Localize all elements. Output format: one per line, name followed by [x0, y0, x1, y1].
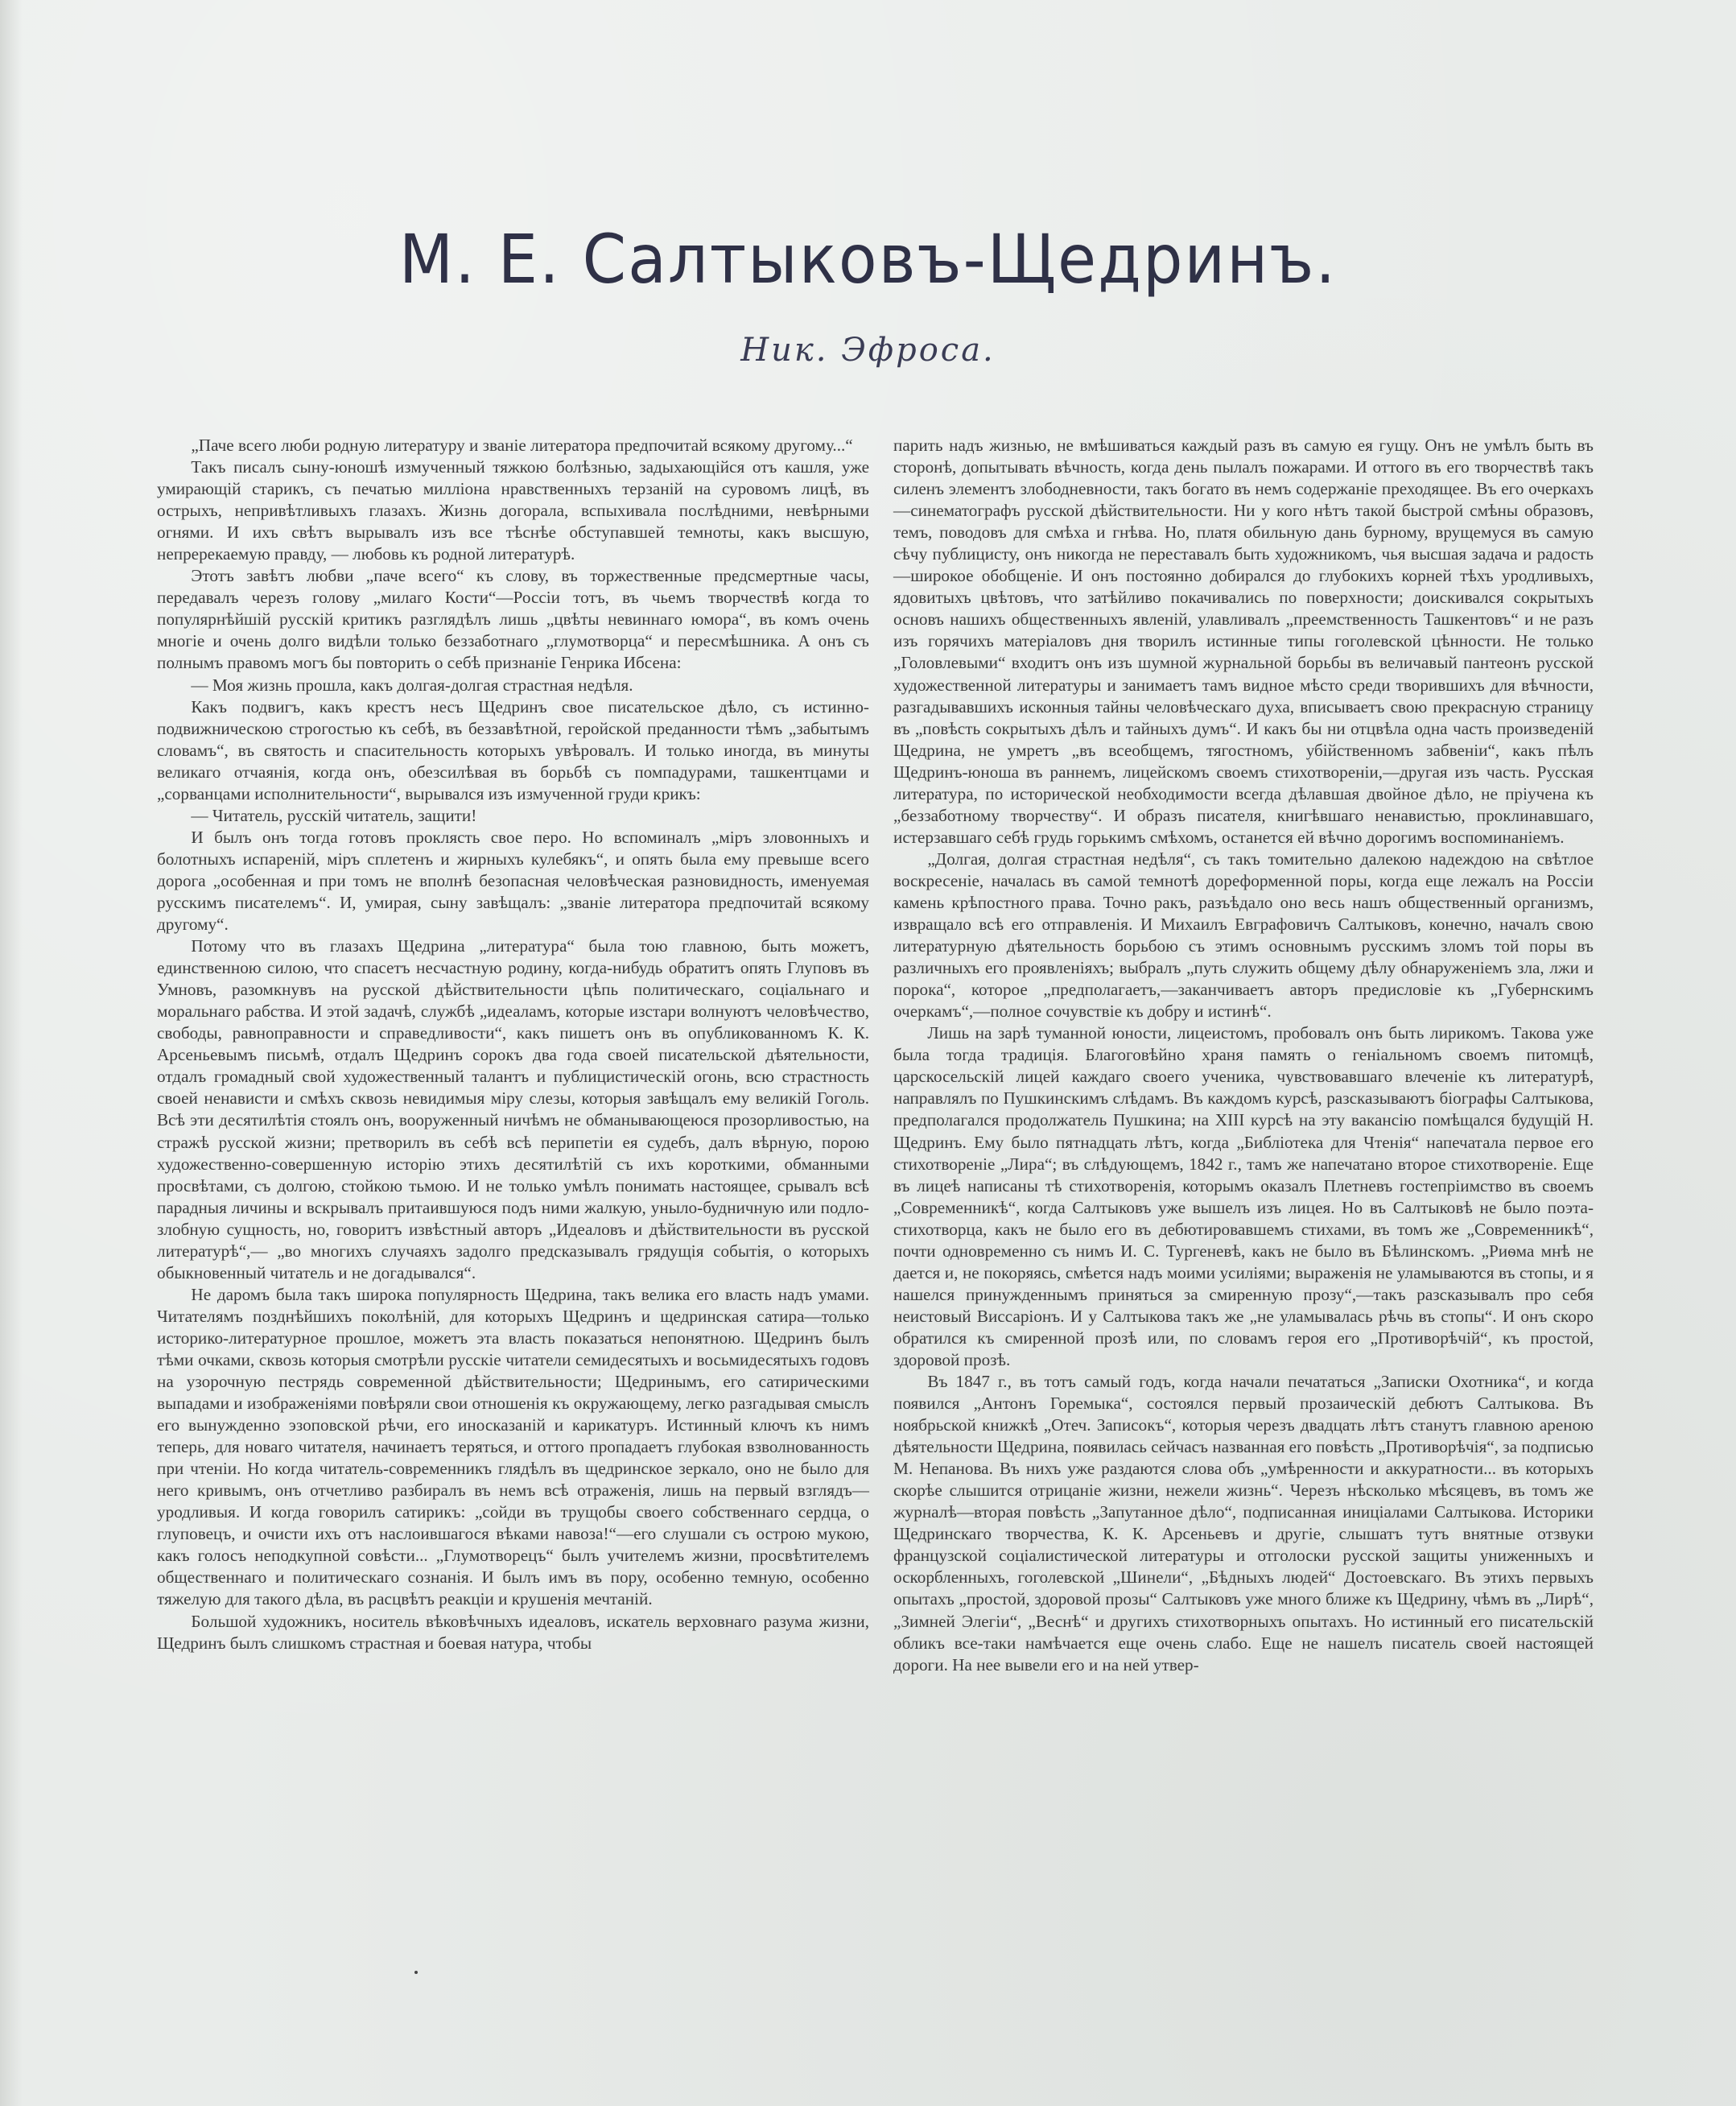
article-title: М. Е. Салтыковъ-Щедринъ. — [398, 221, 1338, 299]
body-paragraph: Не даромъ была такъ широка популярность Щедрина, такъ велика его власть надъ умами. Читателямъ позднѣйшихъ поколѣній, для которыхъ Щедринъ и щедринская сатира—только историко-литературное прошлое, можетъ эта власть показаться непонятною. Щедринъ былъ тѣми очками, сквозь которыя смотрѣли русскіе читатели семидесятыхъ и восьмидесятыхъ годовъ на узорочную пестрядь современной дѣйствительности; Щедринымъ, его сатирическими выпадами и изображеніями повѣряли свои отношенія къ окружающему, легко разгадывая смыслъ его вынужденно эзоповской рѣчи, его иносказаній и карикатуръ. Истинный ключъ къ нимъ теперь, для новаго читателя, начинаетъ теряться, и оттого пропадаетъ глубокая взволнованность при чтеніи. Но когда читатель-современникъ глядѣлъ въ щедринское зеркало, оно не было для него кривымъ, онъ отчетливо разбиралъ въ немъ всѣ отраженія, лишь на первый взглядъ—уродливыя. И когда говорилъ сатирикъ: „сойди въ трущобы своего собственнаго сердца, о глуповецъ, и очисти ихъ отъ наслоившагося вѣками навоза!“—его слушали съ острою мукою, какъ голосъ неподкупной совѣсти... „Глумотворецъ“ былъ учителемъ жизни, просвѣтителемъ общественнаго и политическаго сознанія. И былъ имъ въ пору, особенно темную, особенно тяжелую для такого дѣла, въ расцвѣтъ реакціи и крушенія мечтаній. — [157, 1284, 869, 1609]
body-paragraph: Какъ подвигъ, какъ крестъ несъ Щедринъ свое писательское дѣло, съ истинно-подвижническою строгостью къ себѣ, въ беззавѣтной, геройской преданности тѣмъ „забытымъ словамъ“, въ святость и спасительность которыхъ увѣровалъ. И только иногда, въ минуты великаго отчаянія, когда онъ, обезсилѣвая въ борьбѣ съ помпадурами, ташкентцами и „сорванцами исполнительности“, вырывался изъ измученной груди крикъ: — [157, 696, 869, 803]
body-paragraph: Большой художникъ, носитель вѣковѣчныхъ идеаловъ, искатель верховнаго разума жизни, Щедринъ былъ слишкомъ страстная и боевая натура, чтобы — [157, 1611, 869, 1653]
right-column — [893, 435, 1594, 1676]
epigraph-paragraph: „Паче всего люби родную литературу и званіе литератора предпочитай всякому другому...“ — [191, 436, 853, 455]
print-speck — [414, 1971, 418, 1974]
body-paragraph: Въ 1847 г., въ тотъ самый годъ, когда начали печататься „Записки Охотника“, и когда появился „Антонъ Горемыка“, состоялся первый прозаическій дебютъ Салтыкова. Въ ноябрьской книжкѣ „Отеч. Записокъ“, которыя черезъ двадцать лѣтъ станутъ главною ареною дѣятельности Щедрина, появилась сейчасъ названная его повѣсть „Противорѣчія“, за подписью М. Непанова. Въ нихъ уже раздаются слова объ „умѣренности и аккуратности... въ которыхъ скорѣе слышится отрицаніе жизни, нежели жизнь“. Черезъ нѣсколько мѣсяцевъ, въ томъ же журналѣ—вторая повѣсть „Запутанное дѣло“, подписанная иниціалами Салтыкова. Историки Щедринскаго творчества, К. К. Арсеньевъ и другіе, слышатъ тутъ внятные отзвуки французской соціалистической литературы и отголоски русской защиты униженныхъ и оскорбленныхъ, гоголевской „Шинели“, „Бѣдныхъ людей“ Достоевскаго. Въ этихъ первыхъ опытахъ „простой, здоровой прозы“ Салтыковъ уже много ближе къ Щедрину, чѣмъ въ „Лирѣ“, „Зимней Элегіи“, „Веснѣ“ и другихъ стихотворныхъ опытахъ. Но истинный его писательскій обликъ все-таки намѣчается еще очень слабо. Еще не нашелъ писатель своей настоящей дороги. На нее вывели его и на ней утвер- — [893, 1372, 1594, 1674]
body-paragraph: Такъ писалъ сыну-юношѣ измученный тяжкою болѣзнью, задыхающійся отъ кашля, уже умирающій старикъ, съ печатью милліона нравственныхъ терзаній на суровомъ лицѣ, въ острыхъ, непривѣтливыхъ глазахъ. Жизнь догорала, вспыхивала послѣдними, невѣрными огнями. И ихъ свѣтъ вырывалъ изъ все тѣснѣе обступавшей темноты, какъ высшую, непререкаемую правду, — любовь къ родной литературѣ. — [157, 457, 869, 564]
body-paragraph: Потому что въ глазахъ Щедрина „литература“ была тою главною, быть можетъ, единственною силою, что спасетъ несчастную родину, когда-нибудь обратитъ опять Глуповъ въ Умновъ, разомкнувъ на русской дѣйствительности цѣпь политическаго, соціальнаго и моральнаго рабства. И этой задачѣ, службѣ „идеаламъ, которые изстари волнуютъ человѣчество, свободы, равноправности и справедливости“, какъ пишетъ онъ въ опубликованномъ К. К. Арсеньевымъ письмѣ, отдалъ Щедринъ сорокъ два года своей писательской дѣятельности, отдалъ громадный свой художественный талантъ и публицистическій огонь, всю страстность своей ненависти и смѣхъ сквозь невидимыя міру слезы, которыя завѣщалъ ему великій Гоголь. Всѣ эти десятилѣтія стоялъ онъ, вооруженный ничѣмъ не обманывающеюся прозорливостью, на стражѣ русской жизни; претворилъ въ себѣ всѣ перипетіи ея судебъ, далъ вѣрную, порою художественно-совершенную исторію этихъ десятилѣтій съ ихъ короткими, обманными просвѣтами, съ долгою, стойкою тьмою. И не только умѣлъ понимать настоящее, срывалъ всѣ парадныя личины и вскрывалъ притаившуюся подъ ними жалкую, уныло-будничную или подло-злобную сущность, но, говоритъ извѣстный авторъ „Идеаловъ и дѣйствительности въ русской литературѣ“,— „во многихъ случаяхъ задолго предсказывалъ грядущія событія, о которыхъ обыкновенный читатель и не догадывался“. — [157, 936, 869, 1282]
page-edge-shadow — [0, 0, 23, 2106]
body-paragraph: „Долгая, долгая страстная недѣля“, съ такъ томительно далекою надеждою на свѣтлое воскресеніе, началась въ самой темнотѣ дореформенной поры, когда еще лежалъ на Россіи камень крѣпостного права. Точно ракъ, разъѣдало оно весь нашъ общественный организмъ, извращало всѣ его отправленія. И Михаилъ Евграфовичъ Салтыковъ, конечно, началъ свою литературную дѣятельность борьбою съ этимъ основнымъ русскимъ зломъ той поры въ различныхъ его проявленіяхъ; выбралъ „путь служить общему дѣлу обнаруженіемъ зла, лжи и порока“, которое „предполагаетъ,—заканчиваетъ авторъ предисловіе къ „Губернскимъ очеркамъ“,—полное сочувствіе къ добру и истинѣ“. — [893, 849, 1594, 1022]
quote-paragraph: — Читатель, русскій читатель, защити! — [191, 805, 477, 825]
body-paragraph: Этотъ завѣтъ любви „паче всего“ къ слову, въ торжественные предсмертные часы, передавалъ черезъ голову „милаго Кости“—Россіи тотъ, въ чьемъ творчествѣ когда то популярнѣйшій русскій критикъ разглядѣлъ лишь „цвѣты невиннаго юмора“, въ комъ очень многіе и очень долго видѣли только беззаботнаго „глумотворца“ и пересмѣшника. А онъ съ полнымъ правомъ могъ бы повторить о себѣ признаніе Генрика Ибсена: — [157, 566, 869, 673]
article-author: Ник. Эфроса. — [740, 332, 996, 369]
quote-paragraph: — Моя жизнь прошла, какъ долгая-долгая страстная недѣля. — [191, 675, 633, 695]
body-paragraph: Лишь на зарѣ туманной юности, лицеистомъ, пробовалъ онъ быть лирикомъ. Такова уже была тогда традиція. Благоговѣйно храня память о геніальномъ своемъ питомцѣ, царскосельскій лицей каждаго своего ученика, чувствовавшаго влеченіе къ литературѣ, направлялъ по Пушкинскимъ слѣдамъ. Въ каждомъ курсѣ, разсказываютъ біографы Салтыкова, предполагался продолжатель Пушкина; на XIII курсѣ на эту вакансію помѣщался будущій Н. Щедринъ. Ему было пятнадцать лѣтъ, когда „Библіотека для Чтенія“ напечатала первое его стихотвореніе „Лира“; въ слѣдующемъ, 1842 г., тамъ же напечатано второе стихотвореніе. Еще въ лицеѣ написаны тѣ стихотворенія, которымъ оказалъ Плетневъ гостепріимство въ своемъ „Современникѣ“, когда Салтыковъ уже вышелъ изъ лицея. Но въ Салтыковѣ не было поэта-стихотворца, какъ не было его въ дебютировавшемъ стихами, въ томъ же „Современникѣ“, почти одновременно съ нимъ И. С. Тургеневѣ, какъ не было въ Бѣлинскомъ. „Риѳма мнѣ не дается и, не покоряясь, смѣется надъ моими усиліями; выраженія не уламываются въ стопы, и я нашелся принужденнымъ приняться за смиренную прозу“,—такъ разсказывалъ про себя неистовый Виссаріонъ. И у Салтыкова такъ же „не уламывалась рѣчь въ стопы“. И онъ скоро обратился къ смиренной прозѣ или, по словамъ героя его „Противорѣчій“, къ простой, здоровой прозѣ. — [893, 1023, 1594, 1369]
body-paragraph: И былъ онъ тогда готовъ проклясть свое перо. Но вспоминалъ „міръ зловонныхъ и болотныхъ испареній, міръ сплетенъ и жирныхъ кулебякъ“, и опять была ему превыше всего дорога „особенная и при томъ не вполнѣ безопасная человѣческая разновидность, именуемая русскимъ писателемъ“. И, умирая, сыну завѣщалъ: „званіе литератора предпочитай всякому другому“. — [157, 827, 869, 935]
continued-paragraph: парить надъ жизнью, не вмѣшиваться каждый разъ въ самую ея гущу. Онъ не умѣлъ быть въ сторонѣ, допытывать вѣчность, когда день пылалъ пожарами. И оттого въ его творчествѣ такъ силенъ элементъ злободневности, такъ богато въ немъ содержаніе преходящее. Въ его очеркахъ—синематографъ русской дѣйствительности. Ни у кого нѣтъ такой быстрой смѣны образовъ, темъ, поводовъ для смѣха и гнѣва. Но, платя обильную дань бурному, врущемуся въ самую сѣчу публицисту, онъ никогда не переставалъ быть художникомъ, чья высшая задача и радость—широкое обобщеніе. И онъ постоянно добирался до глубокихъ корней тѣхъ уродливыхъ, ядовитыхъ цвѣтовъ, что затѣйливо покачивались по поверхности; доискивался сокрытыхъ основъ нашихъ общественныхъ явленій, улавливалъ „преемственность Ташкентовъ“ и не разъ изъ горячихъ матеріаловъ дня творилъ истинные типы гоголевской цѣнности. Не только „Головлевыми“ входитъ онъ изъ шумной журнальной борьбы въ величавый пантеонъ русской художественной литературы и занимаетъ тамъ видное мѣсто среди творившихъ для вѣчности, разгадывавшихъ исконныя тайны человѣческаго духа, вписываетъ свою прекрасную страницу въ „повѣсть сокрытыхъ дѣлъ и тайныхъ думъ“. И какъ бы ни отцвѣла одна часть произведеній Щедрина, не умретъ „въ всеобщемъ, тягостномъ, убійственномъ забвеніи“, какъ пѣлъ Щедринъ-юноша въ раннемъ, лицейскомъ своемъ стихотвореніи,—другая изъ часть. Русская литература, по исторической необходимости всегда дѣлавшая двойное дѣло, не пріучена къ „беззаботному творчеству“. И образъ писателя, книгѣвшаго ненавистью, проклинавшаго, истерзавшаго себѣ грудь горькимъ смѣхомъ, останется ей вѣчно дорогимъ воспоминаніемъ. — [893, 436, 1594, 847]
left-column — [157, 435, 869, 1654]
